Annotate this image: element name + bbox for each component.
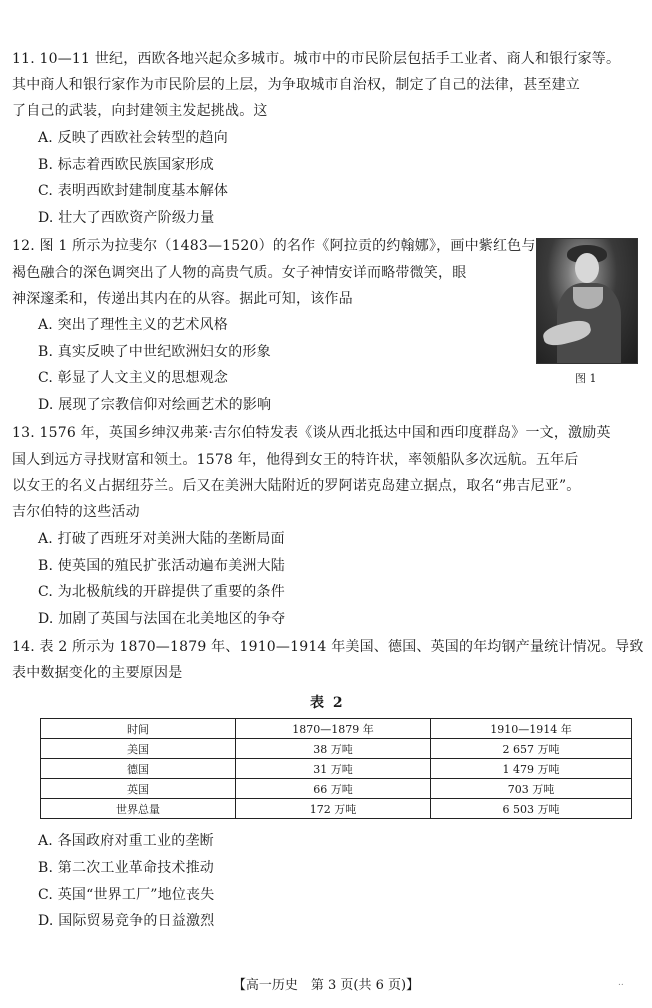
q13-stem-line-1: 13. 1576 年，英国乡绅汉弗莱·吉尔伯特发表《谈从西北抵达中国和西印度群岛》一文，激励英: [12, 425, 611, 441]
q12-stem-line-1: 12. 图 1 所示为拉斐尔（1483—1520）的名作《阿拉贡的约翰娜》，画中紫红色与: [12, 238, 536, 254]
q13-stem-line-3: 以女王的名义占据纽芬兰。后又在美洲大陆附近的罗阿诺克岛建立据点，取名“弗吉尼亚”。: [12, 478, 581, 494]
steel-production-table: [40, 718, 632, 819]
corner-mark: ..: [618, 978, 624, 988]
q11-stem-line-2: 其中商人和银行家作为市民阶层的上层，为争取城市自治权，制定了自己的法律，甚至建立: [12, 77, 580, 93]
q11-stem-line-3: 了自己的武装，向封建领主发起挑战。这: [12, 103, 268, 119]
q13-stem-line-2: 国人到远方寻找财富和领土。1578 年，他得到女王的特许状，率领船队多次远航。五年后: [12, 452, 579, 468]
row-value-1: 38 万吨: [236, 739, 431, 759]
q12-option-b[interactable]: B. 真实反映了中世纪欧洲妇女的形象: [38, 344, 271, 360]
q11-stem-line-1: 11. 10—11 世纪，西欧各地兴起众多城市。城市中的市民阶层包括手工业者、商人和银行家等。: [12, 51, 621, 67]
table-title: 表 2: [310, 695, 345, 711]
portrait-face: [575, 253, 599, 283]
q12-option-d[interactable]: D. 展现了宗教信仰对绘画艺术的影响: [38, 397, 272, 413]
portrait-chest: [573, 287, 603, 309]
q11-option-d[interactable]: D. 壮大了西欧资产阶级力量: [38, 210, 215, 226]
raphael-portrait-image: [536, 238, 638, 364]
row-country: 美国: [41, 739, 236, 759]
q12-stem-line-2: 褐色融合的深色调突出了人物的高贵气质。女子神情安详而略带微笑，眼: [12, 265, 467, 281]
q13-option-a[interactable]: A. 打破了西班牙对美洲大陆的垄断局面: [38, 531, 285, 547]
row-value-1: 66 万吨: [236, 779, 431, 799]
q12-option-c[interactable]: C. 彰显了人文主义的思想观念: [38, 370, 229, 386]
table-row: [41, 779, 632, 799]
row-value-2: 2 657 万吨: [431, 739, 632, 759]
q12-stem-line-3: 神深邃柔和，传递出其内在的从容。据此可知，该作品: [12, 291, 353, 307]
table-header-row: [41, 719, 632, 739]
q13-option-d[interactable]: D. 加剧了英国与法国在北美地区的争夺: [38, 611, 286, 627]
table-row: [41, 759, 632, 779]
q12-option-a[interactable]: A. 突出了理性主义的艺术风格: [38, 317, 229, 333]
table-row: [41, 739, 632, 759]
q11-option-c[interactable]: C. 表明西欧封建制度基本解体: [38, 183, 229, 199]
row-value-2: 1 479 万吨: [431, 759, 632, 779]
q11-option-a[interactable]: A. 反映了西欧社会转型的趋向: [38, 130, 229, 146]
row-country: 世界总量: [41, 799, 236, 819]
row-value-1: 172 万吨: [236, 799, 431, 819]
q13-option-b[interactable]: B. 使英国的殖民扩张活动遍布美洲大陆: [38, 558, 285, 574]
q14-option-c[interactable]: C. 英国“世界工厂”地位丧失: [38, 887, 215, 903]
table-row: [41, 799, 632, 819]
header-period-2: 1910—1914 年: [431, 719, 632, 739]
row-country: 德国: [41, 759, 236, 779]
header-time: 时间: [41, 719, 236, 739]
header-period-1: 1870—1879 年: [236, 719, 431, 739]
row-value-1: 31 万吨: [236, 759, 431, 779]
q14-option-b[interactable]: B. 第二次工业革命技术推动: [38, 860, 214, 876]
q14-option-d[interactable]: D. 国际贸易竞争的日益激烈: [38, 913, 215, 929]
row-country: 英国: [41, 779, 236, 799]
row-value-2: 703 万吨: [431, 779, 632, 799]
q13-stem-line-4: 吉尔伯特的这些活动: [12, 504, 140, 520]
q11-option-b[interactable]: B. 标志着西欧民族国家形成: [38, 157, 214, 173]
figure-caption: 图 1: [575, 372, 597, 385]
row-value-2: 6 503 万吨: [431, 799, 632, 819]
q14-option-a[interactable]: A. 各国政府对重工业的垄断: [38, 833, 214, 849]
q13-option-c[interactable]: C. 为北极航线的开辟提供了重要的条件: [38, 584, 285, 600]
q14-stem-line-1: 14. 表 2 所示为 1870—1879 年、1910—1914 年美国、德国、英国的年均钢产量统计情况。导致: [12, 639, 644, 655]
page-footer: 【高一历史 第 3 页(共 6 页)】: [232, 978, 420, 993]
q14-stem-line-2: 表中数据变化的主要原因是: [12, 665, 183, 681]
